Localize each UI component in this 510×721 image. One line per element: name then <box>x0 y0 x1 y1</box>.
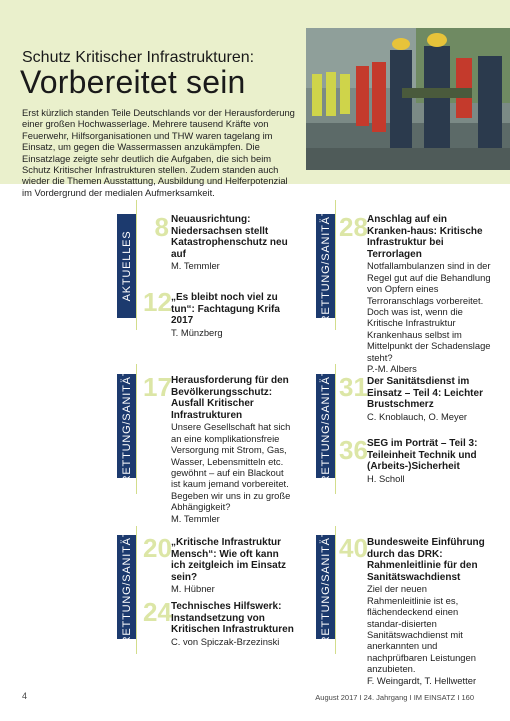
entry-description: Unsere Gesellschaft hat sich an eine komplikationsfreie Versorgung mit Strom, Gas, Wasser, Lebensmitteln etc. gewöhnt – auf ein Blackout ist kaum jemand vorbereitet. Begeben wir uns in zu große Abhängigkeit? <box>171 421 291 513</box>
entry-title: „Es bleibt noch viel zu tun“: Fachtagung Krifa 2017 <box>171 292 280 327</box>
divider-line <box>136 200 137 330</box>
entry-title: Anschlag auf ein Kranken-haus: Kritische Infrastruktur bei Terrorlagen <box>367 214 483 260</box>
intro-text: Erst kürzlich standen Teile Deutschlands vor der Herausforderung einer großen Hochwasserlage. Mehrere tausend Kräfte von Feuerwehr, Hilfsorganisationen und THW waren tagelang im Einsatz, um gegen die Wassermassen anzukämpfen. Die Einsatzlage zeigte sehr deutlich die Aufgaben, die sich beim Schutz Kritischer Infrastrukturen stellen. Zudem standen auch wieder die Themen Ausstattung, Ausbildung und Helferpotenzial im Vordergrund der medialen Aufmerksamkeit. <box>22 107 295 198</box>
page-number-link[interactable]: 17 <box>143 372 172 402</box>
divider-line <box>136 526 137 654</box>
entry-title: Technisches Hilfswerk: Instandsetzung von Kritischen Infrastrukturen <box>171 601 294 636</box>
footer-page-number: 4 <box>22 691 28 701</box>
entry-title: Der Sanitätsdienst im Einsatz – Teil 4: Leichter Brustschmerz <box>367 376 483 411</box>
section-label: AKTUELLES <box>120 230 133 302</box>
toc-entry[interactable] <box>171 214 293 272</box>
section-label: RETTUNG/SANITÄT <box>319 208 332 324</box>
section-tab-rettung-sanitaet <box>316 368 335 484</box>
page-number-link[interactable]: 28 <box>339 212 368 242</box>
entry-description: Notfallambulanzen sind in der Regel gut auf die Behandlung von Opfern eines Terroranschlags vorbereitet. Doch was ist, wenn die Kritische Infrastruktur Krankenhaus selbst im Mittelpunkt der Schadenslage steht? <box>367 260 491 363</box>
toc-entry[interactable] <box>367 376 493 422</box>
toc-entry[interactable] <box>367 438 491 484</box>
entry-author: H. Scholl <box>367 472 405 484</box>
toc-entry[interactable] <box>367 214 491 374</box>
toc-entry[interactable] <box>367 537 491 686</box>
section-label: RETTUNG/SANITÄT <box>120 368 133 484</box>
entry-author: F. Weingardt, T. Hellwetter <box>367 674 477 686</box>
entry-author: P.-M. Albers <box>367 363 417 375</box>
divider-line <box>335 364 336 494</box>
entry-title: Neuausrichtung: Niedersachsen stellt Katastrophenschutz neu auf <box>171 214 288 260</box>
entry-author: M. Hübner <box>171 583 215 595</box>
entry-author: M. Temmler <box>171 260 220 272</box>
page-number-link[interactable]: 12 <box>143 287 172 317</box>
article-supertitle: Schutz Kritischer Infrastrukturen: <box>22 49 255 66</box>
entry-title: SEG im Porträt – Teil 3: Teileinheit Technik und (Arbeits-)Sicherheit <box>367 438 478 473</box>
entry-title: Herausforderung für den Bevölkerungsschutz: Ausfall Kritischer Infrastrukturen <box>171 375 289 421</box>
section-tab-aktuelles <box>117 214 136 318</box>
page-number-link[interactable]: 20 <box>143 533 172 563</box>
page-number-link[interactable]: 31 <box>339 372 368 402</box>
toc-entry[interactable] <box>171 601 295 647</box>
page-number-link[interactable]: 36 <box>339 435 368 465</box>
article-title: Vorbereitet sein <box>20 64 246 100</box>
entry-title: „Kritische Infrastruktur Mensch“: Wie oft kann ich zeitgleich im Einsatz sein? <box>171 537 287 583</box>
section-label: RETTUNG/SANITÄT <box>319 529 332 645</box>
entry-author: C. von Spiczak-Brzezinski <box>171 635 280 647</box>
entry-description: Ziel der neuen Rahmenleitlinie ist es, flächendeckend einen standar-disierten Sanitätswachdienst mit anerkannten und nachprüfbaren Leistungen anzubieten. <box>367 583 476 675</box>
divider-line <box>335 200 336 330</box>
entry-author: C. Knoblauch, O. Meyer <box>367 410 468 422</box>
entry-author: T. Münzberg <box>171 326 223 338</box>
section-tab-rettung-sanitaet <box>117 529 136 645</box>
footer-issue-info: August 2017 I 24. Jahrgang I IM EINSATZ I 160 <box>315 693 474 702</box>
divider-line <box>136 364 137 494</box>
section-tab-rettung-sanitaet <box>117 368 136 484</box>
toc-entry[interactable] <box>171 537 293 595</box>
page-number-link[interactable]: 8 <box>154 212 169 242</box>
page-number-link[interactable]: 24 <box>143 597 172 627</box>
section-label: RETTUNG/SANITÄT <box>319 368 332 484</box>
toc-entry[interactable] <box>171 375 295 524</box>
section-tab-rettung-sanitaet <box>316 529 335 645</box>
section-label: RETTUNG/SANITÄT <box>120 529 133 645</box>
entry-title: Bundesweite Einführung durch das DRK: Rahmenleitlinie für den Sanitätswachdienst <box>367 537 485 583</box>
divider-line <box>335 526 336 654</box>
header-photo <box>306 28 510 170</box>
page-number-link[interactable]: 40 <box>339 533 368 563</box>
toc-entry[interactable] <box>171 292 299 338</box>
entry-author: M. Temmler <box>171 512 220 524</box>
section-tab-rettung-sanitaet <box>316 208 335 324</box>
